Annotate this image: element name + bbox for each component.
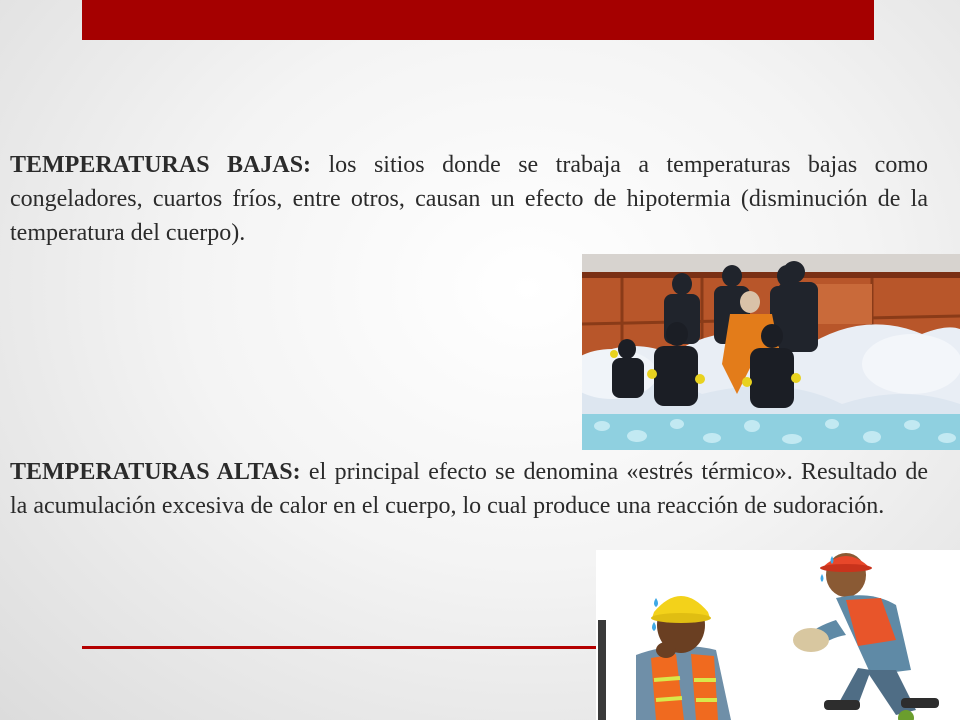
top-accent-bar: [82, 0, 874, 40]
cold-temperatures-paragraph: [10, 148, 928, 250]
cold-temperatures-heading: TEMPERATURAS BAJAS:: [10, 152, 312, 178]
cold-workers-photo: [582, 254, 960, 450]
sweating-workers-illustration: [596, 550, 960, 720]
hot-temperatures-paragraph: [10, 455, 928, 523]
hot-temperatures-heading: TEMPERATURAS ALTAS:: [10, 459, 301, 485]
hot-temperatures-text: el principal efecto se denomina «estrés térmico». Resultado de la acumulación excesiva de calor en el cuerpo, lo cual produce una reacción de sudoración.: [10, 459, 928, 519]
bottom-accent-line: [82, 646, 602, 649]
cold-temperatures-text: los sitios donde se trabaja a temperaturas bajas como congeladores, cuartos fríos, entre otros, causan un efecto de hipotermia (disminución de la temperatura del cuerpo).: [10, 152, 928, 246]
